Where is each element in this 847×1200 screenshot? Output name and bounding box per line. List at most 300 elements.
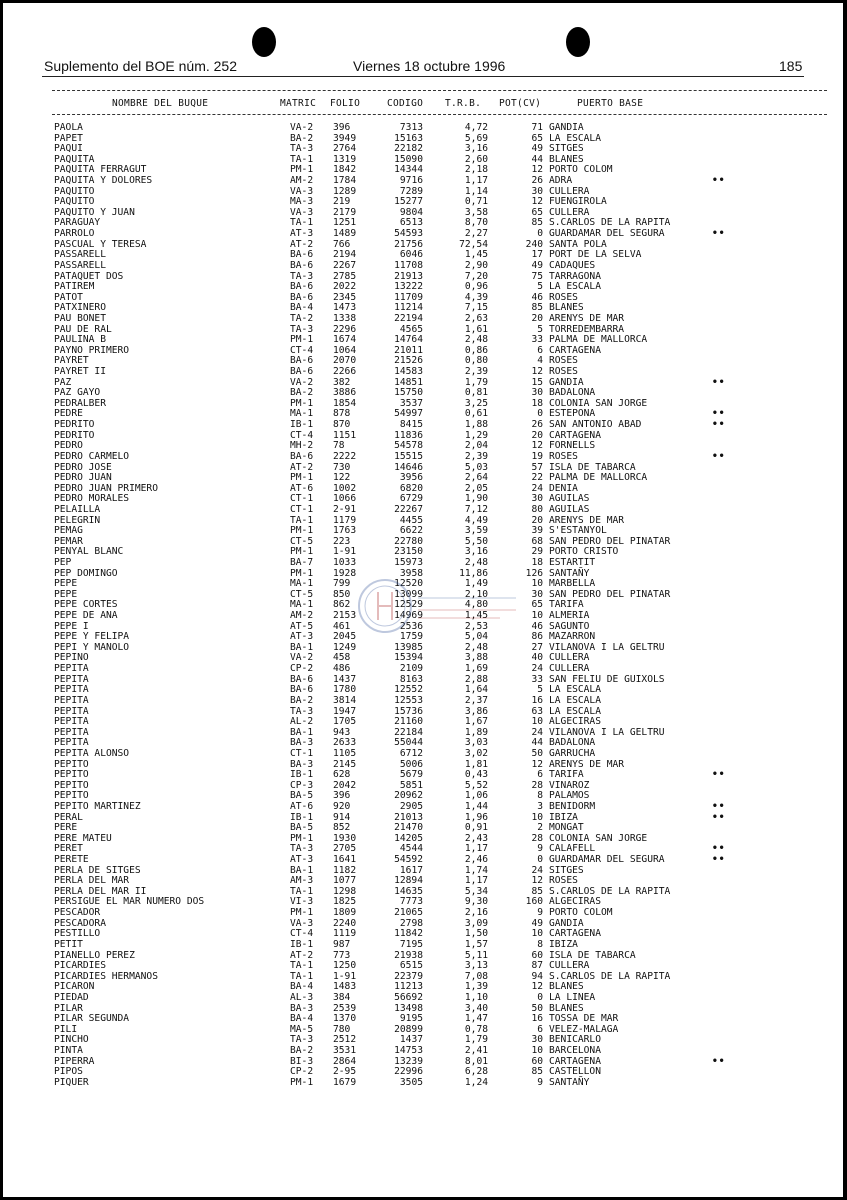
vessel-name-cell: PEPITA [54,705,89,717]
trb-cell: 2,48 [464,641,488,653]
codigo-cell: 21913 [394,270,423,282]
table-row [0,1035,847,1046]
table-header-rule [52,114,827,115]
potencia-cell: 10 [531,928,543,940]
trb-cell: 0,43 [464,769,488,781]
trb-cell: 2,37 [464,694,488,706]
matricula-cell: TA-3 [290,843,314,855]
puerto-base-cell: SAN PEDRO DEL PINATAR [549,535,671,547]
folio-cell: 2764 [333,143,357,155]
matricula-cell: IB-1 [290,811,314,823]
folio-cell: 1066 [333,493,357,505]
table-row [0,463,847,474]
trb-cell: 2,41 [464,1045,488,1057]
matricula-cell: BA-3 [290,737,314,749]
vessel-name-cell: PEMAR [54,535,83,547]
folio-cell: 2194 [333,249,357,261]
vessel-name-cell: PEPITA [54,684,89,696]
codigo-cell: 5679 [399,769,423,781]
potencia-cell: 126 [525,567,543,579]
matricula-cell: VA-3 [290,206,314,218]
table-row [0,1057,847,1068]
trb-cell: 5,50 [464,535,488,547]
puerto-base-cell: IBIZA [549,811,578,823]
trb-cell: 1,06 [464,790,488,802]
table-row [0,494,847,505]
mark-cell: •• [712,843,726,855]
vessel-name-cell: PATOT [54,291,83,303]
vessel-name-cell: PERE [54,822,78,834]
vessel-name-cell: PEPITA [54,663,89,675]
vessel-name-cell: PELEGRIN [54,514,101,526]
table-row [0,1078,847,1089]
puerto-base-cell: BENIDORM [549,801,596,812]
folio-cell: 2-95 [333,1066,357,1078]
puerto-base-cell: CULLERA [549,652,590,664]
potencia-cell: 6 [537,769,543,781]
vessel-name-cell: PIANELLO PEREZ [54,949,135,961]
table-row [0,707,847,718]
folio-cell: 2-91 [333,503,357,515]
table-row [0,314,847,325]
matricula-cell: CP-2 [290,1066,314,1078]
folio-cell: 1251 [333,217,357,229]
matricula-cell: MA-1 [290,408,314,420]
folio-cell: 1338 [333,312,357,324]
matricula-cell: TA-1 [290,153,314,165]
vessel-name-cell: PINTA [54,1045,83,1057]
potencia-cell: 10 [531,716,543,728]
vessel-name-cell: PEMAG [54,525,83,537]
vessel-name-cell: PEPE CORTES [54,599,118,611]
matricula-cell: BA-2 [290,694,314,706]
folio-cell: 486 [333,663,351,675]
matricula-cell: VA-2 [290,652,314,664]
puerto-base-cell: S'ESTANYOL [549,525,607,537]
trb-cell: 11,86 [459,567,488,579]
folio-cell: 3814 [333,694,357,706]
trb-cell: 0,78 [464,1023,488,1035]
codigo-cell: 14344 [394,164,423,176]
trb-cell: 1,39 [464,981,488,993]
table-row [0,431,847,442]
potencia-cell: 26 [531,419,543,431]
puerto-base-cell: CALAFELL [549,843,596,855]
potencia-cell: 19 [531,450,543,462]
trb-cell: 8,70 [464,217,488,229]
codigo-cell: 8415 [399,419,423,431]
codigo-cell: 13239 [394,1055,423,1067]
table-row [0,282,847,293]
potencia-cell: 9 [537,1076,543,1088]
codigo-cell: 22184 [394,726,423,738]
trb-cell: 5,52 [464,779,488,791]
potencia-cell: 8 [537,938,543,950]
puerto-base-cell: CARTAGENA [549,429,601,441]
trb-cell: 1,79 [464,376,488,388]
potencia-cell: 29 [531,546,543,558]
folio-cell: 461 [333,620,351,632]
codigo-cell: 9804 [399,206,423,218]
matricula-cell: TA-3 [290,1034,314,1046]
table-row [0,664,847,675]
potencia-cell: 240 [525,238,543,250]
potencia-cell: 10 [531,1045,543,1057]
trb-cell: 5,04 [464,631,488,643]
trb-cell: 2,53 [464,620,488,632]
potencia-cell: 12 [531,875,543,887]
codigo-cell: 6712 [399,747,423,759]
folio-cell: 1930 [333,832,357,844]
folio-cell: 766 [333,238,351,250]
trb-cell: 1,89 [464,726,488,738]
matricula-cell: TA-1 [290,514,314,526]
trb-cell: 2,39 [464,450,488,462]
folio-cell: 1780 [333,684,357,696]
table-row [0,717,847,728]
vessel-name-cell: PEPITA [54,694,89,706]
vessel-name-cell: PEPITA [54,716,89,728]
vessel-name-cell: PAPET [54,132,83,144]
trb-cell: 3,03 [464,737,488,749]
puerto-base-cell: PORTO COLOM [549,907,613,919]
matricula-cell: CT-4 [290,928,314,940]
puerto-base-cell: MONGAT [549,822,584,834]
potencia-cell: 85 [531,302,543,314]
matricula-cell: VA-3 [290,185,314,197]
trb-cell: 4,39 [464,291,488,303]
matricula-cell: BA-7 [290,556,314,568]
table-row [0,972,847,983]
codigo-cell: 1759 [399,631,423,643]
vessel-name-cell: PEPITA ALONSO [54,747,130,759]
puerto-base-cell: CASTELLON [549,1066,601,1078]
vessel-name-cell: PEPITA [54,737,89,749]
mark-cell: •• [712,769,726,781]
codigo-cell: 14969 [394,610,423,622]
vessel-name-cell: PILI [54,1023,78,1035]
mark-cell: •• [712,408,726,420]
potencia-cell: 87 [531,960,543,972]
table-row [0,176,847,187]
matricula-cell: TA-3 [290,143,314,155]
potencia-cell: 85 [531,885,543,897]
codigo-cell: 11214 [394,302,423,314]
table-row [0,696,847,707]
trb-cell: 1,17 [464,843,488,855]
puerto-base-cell: TARIFA [549,599,584,611]
puerto-base-cell: VINAROZ [549,779,590,791]
puerto-base-cell: ARENYS DE MAR [549,758,625,770]
vessel-name-cell: PEPE I [54,620,89,632]
folio-cell: 2296 [333,323,357,335]
vessel-name-cell: PINCHO [54,1034,89,1046]
potencia-cell: 49 [531,143,543,155]
codigo-cell: 12529 [394,599,423,611]
matricula-cell: BA-6 [290,281,314,293]
trb-cell: 0,96 [464,281,488,293]
codigo-cell: 14764 [394,334,423,346]
mark-cell: •• [712,376,726,388]
trb-cell: 72,54 [459,238,488,250]
vessel-name-cell: PESTILLO [54,928,101,940]
folio-cell: 862 [333,599,351,611]
table-row [0,982,847,993]
matricula-cell: PM-1 [290,164,314,176]
puerto-base-cell: SANTAÑY [549,567,590,579]
trb-cell: 3,16 [464,143,488,155]
codigo-cell: 6513 [399,217,423,229]
potencia-cell: 75 [531,270,543,282]
trb-cell: 1,50 [464,928,488,940]
codigo-cell: 9195 [399,1013,423,1025]
potencia-cell: 0 [537,854,543,866]
trb-cell: 3,88 [464,652,488,664]
potencia-cell: 4 [537,355,543,367]
folio-cell: 2345 [333,291,357,303]
vessel-name-cell: PASSARELL [54,259,106,271]
folio-cell: 1473 [333,302,357,314]
puerto-base-cell: CULLERA [549,960,590,972]
potencia-cell: 85 [531,1066,543,1078]
folio-cell: 2785 [333,270,357,282]
potencia-cell: 49 [531,259,543,271]
codigo-cell: 13222 [394,281,423,293]
potencia-cell: 60 [531,1055,543,1067]
folio-cell: 1784 [333,175,357,187]
codigo-cell: 15736 [394,705,423,717]
col-header-name: NOMBRE DEL BUQUE [112,98,209,109]
codigo-cell: 21160 [394,716,423,728]
trb-cell: 0,86 [464,344,488,356]
puerto-base-cell: SITGES [549,143,584,155]
matricula-cell: BA-5 [290,790,314,802]
matricula-cell: BA-6 [290,684,314,696]
potencia-cell: 60 [531,949,543,961]
folio-cell: 1298 [333,885,357,897]
vessel-name-cell: PERE MATEU [54,832,112,844]
vessel-name-cell: PEPITA [54,726,89,738]
puerto-base-cell: PORTO CRISTO [549,546,619,558]
vessel-name-cell: PERAL [54,811,83,823]
puerto-base-cell: PALMA DE MALLORCA [549,334,648,346]
puerto-base-cell: TORREDEMBARRA [549,323,625,335]
potencia-cell: 85 [531,217,543,229]
potencia-cell: 57 [531,461,543,473]
codigo-cell: 2905 [399,801,423,812]
folio-cell: 1105 [333,747,357,759]
trb-cell: 0,80 [464,355,488,367]
codigo-cell: 22780 [394,535,423,547]
matricula-cell: CT-1 [290,503,314,515]
puerto-base-cell: PORTO COLOM [549,164,613,176]
puerto-base-cell: SANTAÑY [549,1076,590,1088]
folio-cell: 920 [333,801,351,812]
matricula-cell: BA-6 [290,366,314,378]
vessel-name-cell: PAYNO PRIMERO [54,344,130,356]
folio-cell: 2145 [333,758,357,770]
vessel-name-cell: PAU DE RAL [54,323,112,335]
folio-cell: 1854 [333,397,357,409]
potencia-cell: 17 [531,249,543,261]
punch-hole-left [252,27,276,57]
trb-cell: 1,79 [464,1034,488,1046]
puerto-base-cell: VELEZ-MALAGA [549,1023,619,1035]
trb-cell: 2,48 [464,334,488,346]
codigo-cell: 13099 [394,588,423,600]
codigo-cell: 54578 [394,440,423,452]
codigo-cell: 9716 [399,175,423,187]
potencia-cell: 39 [531,525,543,537]
vessel-name-cell: PERETE [54,854,89,866]
puerto-base-cell: PALMA DE MALLORCA [549,472,648,484]
vessel-name-cell: PERSIGUE EL MAR NUMERO DOS [54,896,205,908]
vessel-name-cell: PEPITA [54,673,89,685]
vessel-name-cell: PEDRITO [54,419,95,431]
codigo-cell: 15277 [394,196,423,208]
trb-cell: 7,12 [464,503,488,515]
table-row [0,240,847,251]
trb-cell: 1,64 [464,684,488,696]
matricula-cell: BA-1 [290,641,314,653]
col-header-codigo: CODIGO [387,98,424,109]
puerto-base-cell: ARENYS DE MAR [549,312,625,324]
col-header-trb: T.R.B. [445,98,482,109]
potencia-cell: 0 [537,408,543,420]
table-row [0,897,847,908]
matricula-cell: AT-5 [290,620,314,632]
potencia-cell: 49 [531,917,543,929]
puerto-base-cell: SAN PEDRO DEL PINATAR [549,588,671,600]
codigo-cell: 4565 [399,323,423,335]
trb-cell: 4,80 [464,599,488,611]
folio-cell: 2864 [333,1055,357,1067]
potencia-cell: 24 [531,864,543,876]
vessel-name-cell: PERLA DEL MAR II [54,885,147,897]
matricula-cell: BA-3 [290,758,314,770]
folio-cell: 2045 [333,631,357,643]
codigo-cell: 12894 [394,875,423,887]
folio-cell: 1077 [333,875,357,887]
folio-cell: 1437 [333,673,357,685]
trb-cell: 1,88 [464,419,488,431]
vessel-name-cell: PAQUITO Y JUAN [54,206,135,218]
folio-cell: 878 [333,408,351,420]
trb-cell: 1,24 [464,1076,488,1088]
mark-cell: •• [712,175,726,187]
folio-cell: 458 [333,652,351,664]
puerto-base-cell: CULLERA [549,185,590,197]
matricula-cell: TA-3 [290,705,314,717]
table-row [0,643,847,654]
folio-cell: 1064 [333,344,357,356]
table-row [0,134,847,145]
trb-cell: 1,69 [464,663,488,675]
potencia-cell: 33 [531,334,543,346]
puerto-base-cell: ESTEPONA [549,408,596,420]
table-row [0,1067,847,1078]
table-row [0,325,847,336]
potencia-cell: 20 [531,514,543,526]
vessel-name-cell: PIEDAD [54,991,89,1003]
potencia-cell: 24 [531,726,543,738]
puerto-base-cell: ALGECIRAS [549,716,601,728]
folio-cell: 2153 [333,610,357,622]
codigo-cell: 2798 [399,917,423,929]
vessel-name-cell: PIPERRA [54,1055,95,1067]
table-row [0,685,847,696]
puerto-base-cell: ESTARTIT [549,556,596,568]
table-row [0,208,847,219]
folio-cell: 987 [333,938,351,950]
codigo-cell: 7773 [399,896,423,908]
puerto-base-cell: BADALONA [549,387,596,399]
trb-cell: 1,29 [464,429,488,441]
folio-cell: 1825 [333,896,357,908]
codigo-cell: 1437 [399,1034,423,1046]
folio-cell: 1947 [333,705,357,717]
puerto-base-cell: ALMERIA [549,610,590,622]
potencia-cell: 44 [531,153,543,165]
matricula-cell: CT-5 [290,588,314,600]
trb-cell: 2,48 [464,556,488,568]
table-row [0,919,847,930]
vessel-name-cell: PERET [54,843,83,855]
trb-cell: 2,16 [464,907,488,919]
trb-cell: 5,03 [464,461,488,473]
table-row [0,388,847,399]
trb-cell: 2,90 [464,259,488,271]
matricula-cell: MA-3 [290,196,314,208]
trb-cell: 3,86 [464,705,488,717]
codigo-cell: 12520 [394,578,423,590]
matricula-cell: BA-4 [290,1013,314,1025]
folio-cell: 1119 [333,928,357,940]
matricula-cell: AT-3 [290,631,314,643]
vessel-name-cell: PENYAL BLANC [54,546,124,558]
matricula-cell: BA-6 [290,355,314,367]
table-row [0,123,847,134]
folio-cell: 1641 [333,854,357,866]
puerto-base-cell: S.CARLOS DE LA RAPITA [549,217,671,229]
codigo-cell: 20962 [394,790,423,802]
puerto-base-cell: PALAMOS [549,790,590,802]
vessel-name-cell: PATAQUET DOS [54,270,124,282]
vessel-name-cell: PERLA DE SITGES [54,864,141,876]
puerto-base-cell: ROSES [549,291,578,303]
codigo-cell: 15163 [394,132,423,144]
vessel-name-cell: PATIREM [54,281,95,293]
folio-cell: 1250 [333,960,357,972]
puerto-base-cell: CADAQUES [549,259,596,271]
potencia-cell: 22 [531,472,543,484]
puerto-base-cell: VILANOVA I LA GELTRU [549,726,665,738]
vessel-name-cell: PEDRE [54,408,83,420]
codigo-cell: 56692 [394,991,423,1003]
puerto-base-cell: CULLERA [549,663,590,675]
vessel-name-cell: PAZ GAYO [54,387,101,399]
folio-cell: 943 [333,726,351,738]
table-row [0,1025,847,1036]
codigo-cell: 2109 [399,663,423,675]
puerto-base-cell: DENIA [549,482,578,494]
vessel-name-cell: PEPE DE ANA [54,610,118,622]
vessel-name-cell: PICARON [54,981,95,993]
folio-cell: 1033 [333,556,357,568]
codigo-cell: 54592 [394,854,423,866]
vessel-name-cell: PAU BONET [54,312,106,324]
folio-cell: 852 [333,822,351,834]
